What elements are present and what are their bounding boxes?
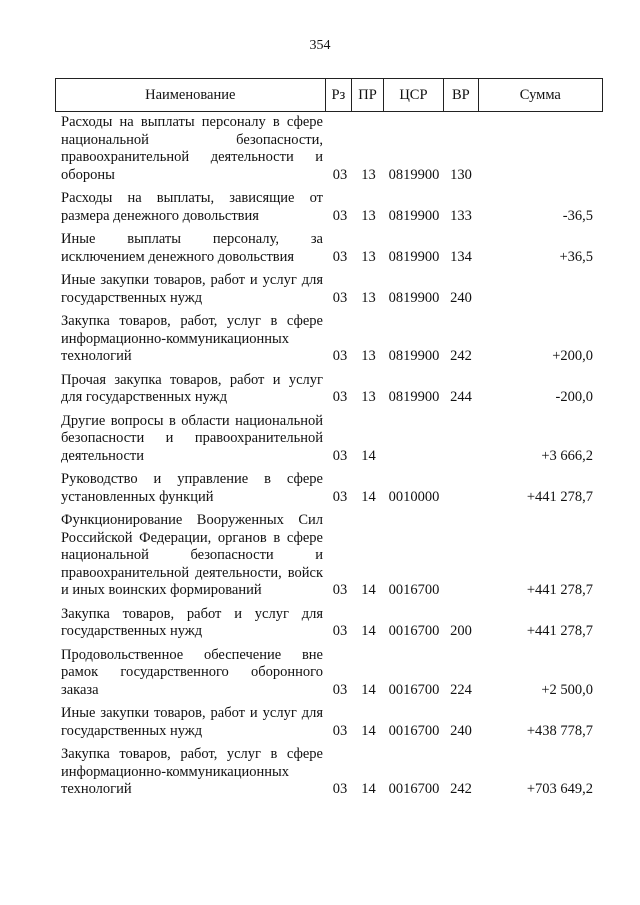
cell-csr: 0819900	[388, 248, 440, 265]
cell-name: Функционирование Вооруженных Сил Российской Федерации, органов в сфере национальной безопасности и правоохранительной деятельности, войск и иных воинских формирований	[61, 512, 323, 598]
table-row	[55, 471, 603, 506]
table-row	[55, 606, 603, 641]
cell-vr: 240	[450, 289, 472, 306]
cell-vr: 240	[450, 722, 472, 739]
cell-vr: 242	[450, 781, 472, 797]
cell-rz: 03	[332, 623, 348, 639]
table-header	[55, 78, 603, 112]
table-row	[55, 114, 603, 184]
cell-csr: 0016700	[388, 722, 440, 739]
cell-rz: 03	[332, 389, 348, 405]
cell-csr: 0819900	[388, 166, 440, 183]
table-row	[55, 413, 603, 466]
cell-name: Другие вопросы в области национальной безопасности и правоохранительной деятельности	[61, 412, 323, 464]
table-row	[55, 272, 603, 307]
table-row	[55, 372, 603, 407]
cell-sum: +703 649,2	[526, 781, 593, 797]
cell-vr: 130	[450, 166, 472, 183]
table-row	[55, 705, 603, 740]
cell-csr: 0016700	[388, 781, 440, 797]
cell-rz: 03	[332, 289, 348, 306]
cell-pr: 14	[361, 781, 376, 797]
table-row	[55, 313, 603, 366]
cell-sum: +441 278,7	[526, 582, 593, 598]
cell-name: Иные закупки товаров, работ и услуг для государственных нужд	[61, 272, 323, 306]
cell-pr: 14	[361, 582, 376, 598]
cell-vr: 134	[450, 248, 472, 265]
cell-pr: 13	[361, 389, 376, 405]
cell-sum: +438 778,7	[526, 722, 593, 739]
cell-sum: -200,0	[555, 389, 593, 405]
budget-table	[55, 78, 603, 799]
header-sum: Сумма	[478, 79, 602, 111]
cell-pr: 14	[361, 722, 376, 739]
cell-rz: 03	[332, 722, 348, 739]
cell-pr: 14	[361, 623, 376, 639]
cell-rz: 03	[332, 207, 348, 224]
cell-sum: +441 278,7	[526, 623, 593, 639]
cell-csr: 0010000	[388, 488, 440, 505]
cell-vr: 224	[450, 681, 472, 698]
cell-name: Руководство и управление в сфере установленных функций	[61, 471, 323, 505]
header-csr: ЦСР	[383, 79, 443, 111]
cell-sum: +200,0	[552, 348, 593, 364]
cell-pr: 13	[361, 289, 376, 306]
cell-rz: 03	[332, 488, 348, 505]
cell-rz: 03	[332, 681, 348, 698]
cell-rz: 03	[332, 582, 348, 598]
header-rz: Рз	[325, 79, 352, 111]
cell-vr: 242	[450, 348, 472, 364]
cell-pr: 14	[361, 488, 376, 505]
cell-csr: 0016700	[388, 582, 440, 598]
table-row	[55, 647, 603, 700]
cell-csr: 0819900	[388, 389, 440, 405]
cell-vr: 200	[450, 623, 472, 639]
cell-name: Расходы на выплаты персоналу в сфере национальной безопасности, правоохранительной деятельности и обороны	[61, 114, 323, 183]
cell-rz: 03	[332, 248, 348, 265]
header-vr: ВР	[443, 79, 478, 111]
cell-rz: 03	[332, 447, 348, 464]
cell-rz: 03	[332, 166, 348, 183]
cell-pr: 14	[361, 447, 376, 464]
cell-name: Расходы на выплаты, зависящие от размера денежного довольствия	[61, 190, 323, 224]
cell-pr: 13	[361, 166, 376, 183]
cell-name: Закупка товаров, работ, услуг в сфере информационно-коммуникационных технологий	[61, 313, 323, 364]
cell-pr: 13	[361, 348, 376, 364]
table-row	[55, 231, 603, 266]
page-number: 354	[309, 38, 331, 53]
cell-name: Иные выплаты персоналу, за исключением денежного довольствия	[61, 231, 323, 265]
cell-csr: 0819900	[388, 207, 440, 224]
cell-vr: 244	[450, 389, 472, 405]
table-row	[55, 512, 603, 600]
header-name: Наименование	[145, 86, 236, 103]
cell-pr: 14	[361, 681, 376, 698]
table-row	[55, 190, 603, 225]
cell-rz: 03	[332, 348, 348, 364]
cell-csr: 0819900	[388, 348, 440, 364]
header-pr: ПР	[351, 79, 383, 111]
cell-sum: -36,5	[562, 207, 593, 224]
cell-pr: 13	[361, 248, 376, 265]
cell-name: Закупка товаров, работ и услуг для государственных нужд	[61, 605, 323, 639]
cell-csr: 0016700	[388, 623, 440, 639]
cell-name: Иные закупки товаров, работ и услуг для государственных нужд	[61, 705, 323, 739]
cell-rz: 03	[332, 781, 348, 797]
table-body	[55, 114, 603, 799]
cell-csr: 0016700	[388, 681, 440, 698]
cell-vr: 133	[450, 207, 472, 224]
table-row	[55, 746, 603, 799]
cell-sum: +2 500,0	[541, 681, 593, 698]
cell-csr: 0819900	[388, 289, 440, 306]
cell-sum: +441 278,7	[526, 488, 593, 505]
cell-name: Продовольственное обеспечение вне рамок государственного оборонного заказа	[61, 646, 323, 698]
cell-name: Прочая закупка товаров, работ и услуг для государственных нужд	[61, 371, 323, 405]
cell-sum: +3 666,2	[541, 447, 593, 464]
cell-name: Закупка товаров, работ, услуг в сфере информационно-коммуникационных технологий	[61, 746, 323, 797]
cell-pr: 13	[361, 207, 376, 224]
cell-sum: +36,5	[559, 248, 593, 265]
